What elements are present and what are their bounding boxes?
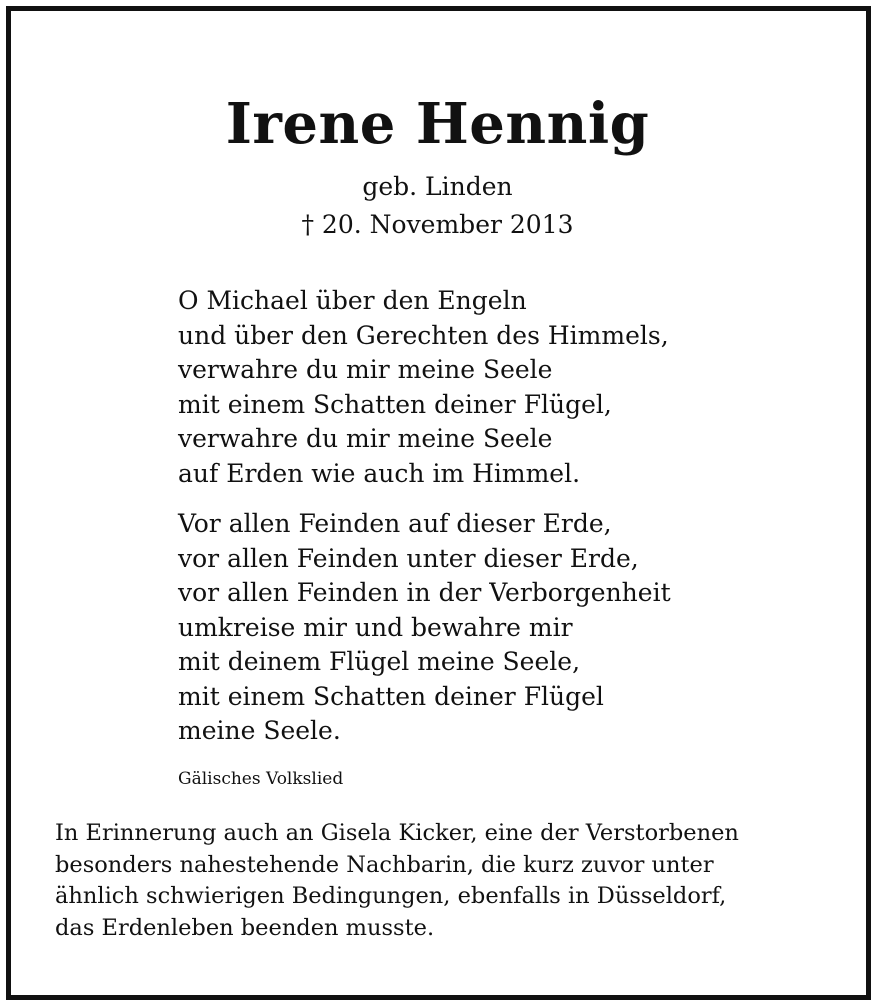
poem-line: Vor allen Feinden auf dieser Erde, (178, 509, 612, 538)
poem-stanza-2 (178, 507, 671, 749)
poem-stanza-1 (178, 284, 669, 491)
poem-line: mit deinem Flügel meine Seele, (178, 647, 581, 676)
deceased-name: Irene Hennig (225, 91, 650, 157)
poem-line: auf Erden wie auch im Himmel. (178, 458, 581, 488)
memorial-line: ähnlich schwierigen Bedingungen, ebenfalls in Düsseldorf, (55, 883, 727, 909)
poem-source: Gälisches Volkslied (178, 769, 344, 789)
poem-line: umkreise mir und bewahre mir (178, 612, 573, 642)
memorial-paragraph (55, 818, 739, 944)
poem-line: mit einem Schatten deiner Flügel (178, 681, 604, 711)
memorial-line: In Erinnerung auch an Gisela Kicker, eine der Verstorbenen (55, 820, 739, 846)
memorial-line: besonders nahestehende Nachbarin, die kurz zuvor unter (55, 851, 714, 878)
poem-line: O Michael über den Engeln (178, 286, 527, 315)
poem-line: verwahre du mir meine Seele (178, 355, 553, 384)
poem-line: und über den Gerechten des Himmels, (178, 320, 669, 350)
birth-name: geb. Linden (362, 172, 513, 201)
poem-line: mit einem Schatten deiner Flügel, (178, 389, 612, 419)
poem-line: meine Seele. (178, 716, 341, 745)
death-date: † 20. November 2013 (301, 210, 574, 239)
poem-line: vor allen Feinden in der Verborgenheit (178, 578, 671, 607)
poem-line: verwahre du mir meine Seele (178, 424, 553, 453)
poem-line: vor allen Feinden unter dieser Erde, (178, 543, 639, 573)
memorial-line: das Erdenleben beenden musste. (55, 914, 435, 941)
